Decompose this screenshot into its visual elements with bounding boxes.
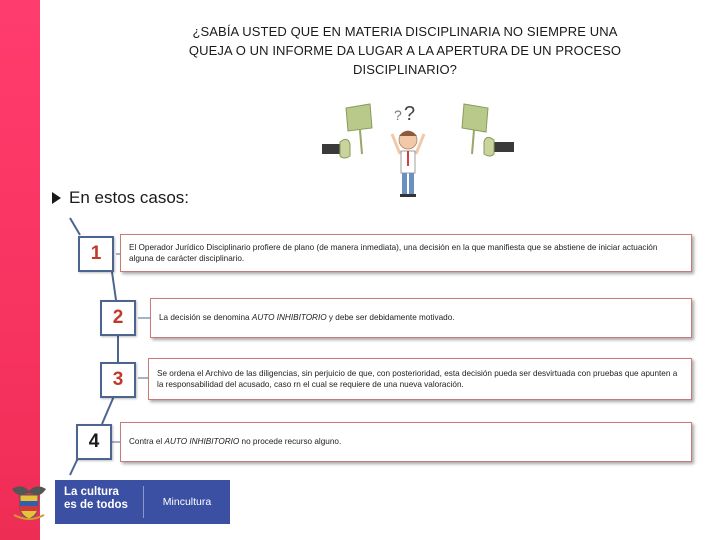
step-item-4 (120, 422, 692, 462)
step-item-4-text: Contra el AUTO INHIBITORIO no procede recurso alguno. (129, 437, 342, 447)
question-marks-large: ? (404, 103, 416, 125)
cases-heading-text: En estos casos: (69, 188, 190, 207)
footer-slogan (55, 480, 143, 524)
footer-ministry: Mincultura (162, 496, 212, 508)
footer-brand-band (55, 480, 230, 524)
step-number-3: 3 (100, 362, 136, 398)
step-number-4: 4 (76, 424, 112, 460)
auto-inhibitorio-term: AUTO INHIBITORIO (164, 437, 240, 447)
coat-of-arms-icon (8, 481, 50, 523)
footer-slogan-line-2: es de todos (64, 499, 128, 511)
step-item-3-text: Se ordena el Archivo de las diligencias, sin perjuicio de que, con posterioridad, esta decisión pueda ser desvirtuada con pruebas que apunten a la responsabilidad del acusado, caso rn el cual se requiere de una nueva valoración. (157, 368, 678, 389)
step-item-1-text: El Operador Jurídico Disciplinario profiere de plano (de manera inmediata), una decisión en la que manifiesta que se abstiene de iniciar actuación alguna de carácter disciplinario. (129, 242, 658, 263)
step-number-1: 1 (78, 236, 114, 272)
title-line-2: QUEJA O UN INFORME DA LUGAR A LA APERTURA DE UN PROCESO (188, 43, 622, 58)
step-item-2 (150, 298, 692, 338)
auto-inhibitorio-term: AUTO INHIBITORIO (251, 313, 327, 323)
title-line-1: ¿SABÍA USTED QUE EN MATERIA DISCIPLINARIA NO SIEMPRE UNA (192, 24, 618, 39)
footer-slogan-line-1: La cultura (64, 486, 119, 498)
step-item-2-text: La decisión se denomina AUTO INHIBITORIO y debe ser debidamente motivado. (159, 313, 455, 323)
step-number-2: 2 (100, 300, 136, 336)
title-line-3: DISCIPLINARIO? (353, 62, 457, 77)
step-item-3 (148, 358, 692, 400)
step-item-1 (120, 234, 692, 272)
question-marks-small: ? (394, 107, 402, 123)
